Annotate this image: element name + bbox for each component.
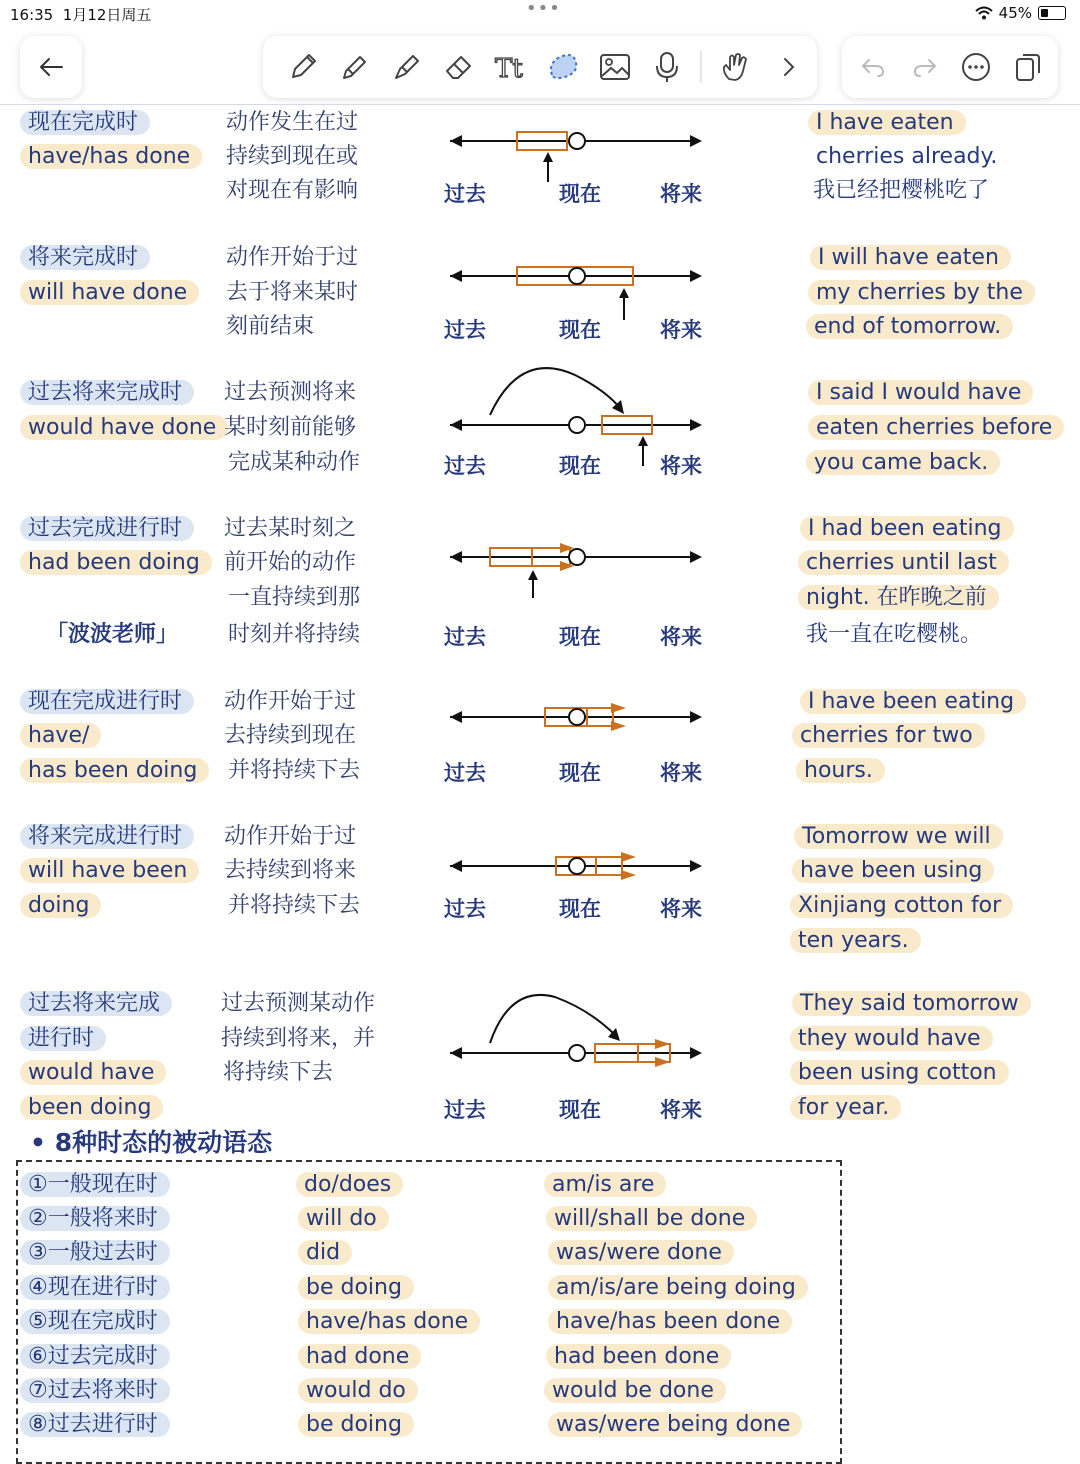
active-form: do/does xyxy=(296,1172,403,1197)
more-icon[interactable] xyxy=(960,51,992,83)
wifi-icon xyxy=(975,6,993,20)
axis-label-past: 过去 xyxy=(444,625,486,649)
passive-form: would be done xyxy=(544,1378,726,1403)
tense-desc: 动作开始于过 xyxy=(224,689,357,714)
passive-form: was/were done xyxy=(548,1240,734,1265)
axis-label-now: 现在 xyxy=(559,897,601,921)
axis-label-now: 现在 xyxy=(559,1098,601,1122)
axis-label-past: 过去 xyxy=(444,1098,486,1122)
example-line: ten years. xyxy=(790,928,921,953)
tense-desc: 并将持续下去 xyxy=(228,758,361,783)
timeline-diagram xyxy=(440,985,710,1085)
tense-desc: 过去某时刻之 xyxy=(224,516,357,541)
status-bar xyxy=(0,0,1080,28)
passive-tense: ④现在进行时 xyxy=(20,1275,170,1300)
axis-label-future: 将来 xyxy=(660,454,702,478)
passive-tense: ②一般将来时 xyxy=(20,1206,170,1231)
example-line: I have been eating xyxy=(800,689,1026,714)
tense-name-cn: 过去将来完成时 xyxy=(20,380,194,405)
active-form: did xyxy=(298,1240,352,1265)
tense-desc: 去持续到将来 xyxy=(224,858,357,883)
multitask-dots[interactable]: ••• xyxy=(526,0,561,19)
example-line: end of tomorrow. xyxy=(806,314,1013,339)
axis-label-past: 过去 xyxy=(444,318,486,342)
tense-form: would have done xyxy=(20,415,228,440)
microphone-icon[interactable] xyxy=(655,51,679,83)
hand-draw-icon[interactable] xyxy=(719,51,751,83)
tense-name-cn: 将来完成时 xyxy=(20,245,150,270)
redo-icon[interactable] xyxy=(912,56,938,78)
example-line: eaten cherries before xyxy=(808,415,1064,440)
pencil-icon[interactable] xyxy=(339,51,371,83)
active-form: be doing xyxy=(298,1412,414,1437)
axis-label-future: 将来 xyxy=(660,182,702,206)
example-line: cherries already. xyxy=(816,144,998,169)
passive-tense: ⑤现在完成时 xyxy=(20,1309,170,1334)
example-line: They said tomorrow xyxy=(792,991,1031,1016)
tense-desc: 一直持续到那 xyxy=(228,585,361,610)
passive-tense: ⑧过去进行时 xyxy=(20,1412,170,1437)
back-button[interactable] xyxy=(20,36,82,98)
axis-label-now: 现在 xyxy=(559,318,601,342)
tense-desc: 刻前结束 xyxy=(226,314,315,339)
active-form: would do xyxy=(298,1378,418,1403)
example-line: night. 在昨晚之前 xyxy=(798,585,999,610)
example-line: I had been eating xyxy=(800,516,1014,541)
pages-icon[interactable] xyxy=(1014,51,1042,83)
timeline-diagram xyxy=(440,694,710,744)
battery-icon xyxy=(1038,6,1066,20)
example-line: my cherries by the xyxy=(808,280,1035,305)
passive-form: have/has been done xyxy=(548,1309,792,1334)
example-line: cherries until last xyxy=(798,550,1009,575)
tense-form: will have been xyxy=(20,858,199,883)
axis-label-past: 过去 xyxy=(444,182,486,206)
tense-form: would have xyxy=(20,1060,166,1085)
tense-form: has been doing xyxy=(20,758,209,783)
tense-desc: 去持续到现在 xyxy=(224,723,357,748)
status-time: 16:35 1月12日周五 xyxy=(10,6,152,24)
lasso-icon[interactable] xyxy=(546,51,580,83)
axis-label-past: 过去 xyxy=(444,897,486,921)
tense-name-cn: 将来完成进行时 xyxy=(20,824,194,849)
tense-name-cn: 进行时 xyxy=(20,1026,106,1051)
arrow-left-icon xyxy=(38,57,64,77)
example-line: cherries for two xyxy=(792,723,985,748)
tense-desc: 持续到将来，并 xyxy=(221,1026,376,1051)
example-line: Xinjiang cotton for xyxy=(790,893,1013,918)
axis-label-now: 现在 xyxy=(559,182,601,206)
tense-desc: 对现在有影响 xyxy=(226,178,359,203)
tense-desc: 完成某种动作 xyxy=(228,450,361,475)
eraser-icon[interactable] xyxy=(443,51,475,83)
drawing-toolbar xyxy=(263,36,817,98)
tense-desc: 过去预测将来 xyxy=(224,380,357,405)
pen-icon[interactable] xyxy=(287,51,319,83)
svg-text:Tt: Tt xyxy=(495,54,523,83)
axis-label-future: 将来 xyxy=(660,318,702,342)
tense-name-cn: 过去将来完成 xyxy=(20,991,172,1016)
axis-label-now: 现在 xyxy=(559,625,601,649)
example-line: have been using xyxy=(792,858,994,883)
example-line: been using cotton xyxy=(790,1060,1009,1085)
passive-form: will/shall be done xyxy=(546,1206,757,1231)
axis-label-future: 将来 xyxy=(660,625,702,649)
axis-label-past: 过去 xyxy=(444,761,486,785)
tense-desc: 动作开始于过 xyxy=(226,245,359,270)
tense-desc: 去于将来某时 xyxy=(226,280,359,305)
battery-percent: 45% xyxy=(998,4,1032,22)
passive-form: am/is/are being doing xyxy=(548,1275,808,1300)
tense-desc: 将持续下去 xyxy=(223,1060,334,1085)
tense-form: have/has done xyxy=(20,144,202,169)
text-icon[interactable] xyxy=(494,51,528,83)
marker-icon[interactable] xyxy=(391,51,423,83)
axis-label-now: 现在 xyxy=(559,761,601,785)
toolbar-divider xyxy=(701,51,702,83)
example-line: Tomorrow we will xyxy=(794,824,1003,849)
action-toolbar xyxy=(842,36,1058,98)
toolbar-separator xyxy=(0,104,1080,105)
battery-status xyxy=(975,4,1066,22)
passive-form: had been done xyxy=(546,1344,731,1369)
tense-desc: 某时刻前能够 xyxy=(224,415,357,440)
tense-form: had been doing xyxy=(20,550,212,575)
tense-desc: 并将持续下去 xyxy=(228,893,361,918)
tense-desc: 持续到现在或 xyxy=(226,144,359,169)
axis-label-future: 将来 xyxy=(660,761,702,785)
active-form: had done xyxy=(298,1344,421,1369)
example-line: I said I would have xyxy=(808,380,1033,405)
active-form: have/has done xyxy=(298,1309,480,1334)
tense-name-cn: 现在完成进行时 xyxy=(20,689,194,714)
tense-form: been doing xyxy=(20,1095,163,1120)
author-signature: 「波波老师」 xyxy=(46,622,179,647)
image-icon[interactable] xyxy=(599,52,631,82)
example-line: they would have xyxy=(790,1026,993,1051)
section-heading: • 8种时态的被动语态 xyxy=(30,1128,273,1157)
passive-form: am/is are xyxy=(544,1172,666,1197)
tense-form: have/ xyxy=(20,723,101,748)
example-line: for year. xyxy=(790,1095,901,1120)
tense-name-cn: 现在完成时 xyxy=(20,110,150,135)
axis-label-past: 过去 xyxy=(444,454,486,478)
example-line: 我已经把樱桃吃了 xyxy=(813,178,990,203)
timeline-diagram xyxy=(440,843,710,893)
tense-desc: 过去预测某动作 xyxy=(221,991,376,1016)
tense-form: will have done xyxy=(20,280,199,305)
undo-icon[interactable] xyxy=(860,56,886,78)
passive-form: was/were being done xyxy=(548,1412,802,1437)
axis-label-future: 将来 xyxy=(660,1098,702,1122)
passive-tense: ③一般过去时 xyxy=(20,1240,170,1265)
tense-form: doing xyxy=(20,893,101,918)
example-line: 我一直在吃樱桃。 xyxy=(806,622,983,647)
passive-tense: ⑦过去将来时 xyxy=(20,1378,170,1403)
tense-name-cn: 过去完成进行时 xyxy=(20,516,194,541)
active-form: be doing xyxy=(298,1275,414,1300)
tense-desc: 前开始的动作 xyxy=(224,550,357,575)
axis-label-now: 现在 xyxy=(559,454,601,478)
example-line: I have eaten xyxy=(808,110,966,135)
chevron-right-icon[interactable] xyxy=(782,56,796,78)
example-line: hours. xyxy=(796,758,885,783)
passive-tense: ⑥过去完成时 xyxy=(20,1344,170,1369)
tense-desc: 动作发生在过 xyxy=(226,110,359,135)
example-line: you came back. xyxy=(806,450,1000,475)
axis-label-future: 将来 xyxy=(660,897,702,921)
timeline-diagram xyxy=(440,534,710,604)
passive-tense: ①一般现在时 xyxy=(20,1172,170,1197)
bullet-icon: • xyxy=(30,1128,46,1157)
tense-desc: 动作开始于过 xyxy=(224,824,357,849)
example-line: I will have eaten xyxy=(810,245,1011,270)
active-form: will do xyxy=(298,1206,389,1231)
tense-desc: 时刻并将持续 xyxy=(228,622,361,647)
